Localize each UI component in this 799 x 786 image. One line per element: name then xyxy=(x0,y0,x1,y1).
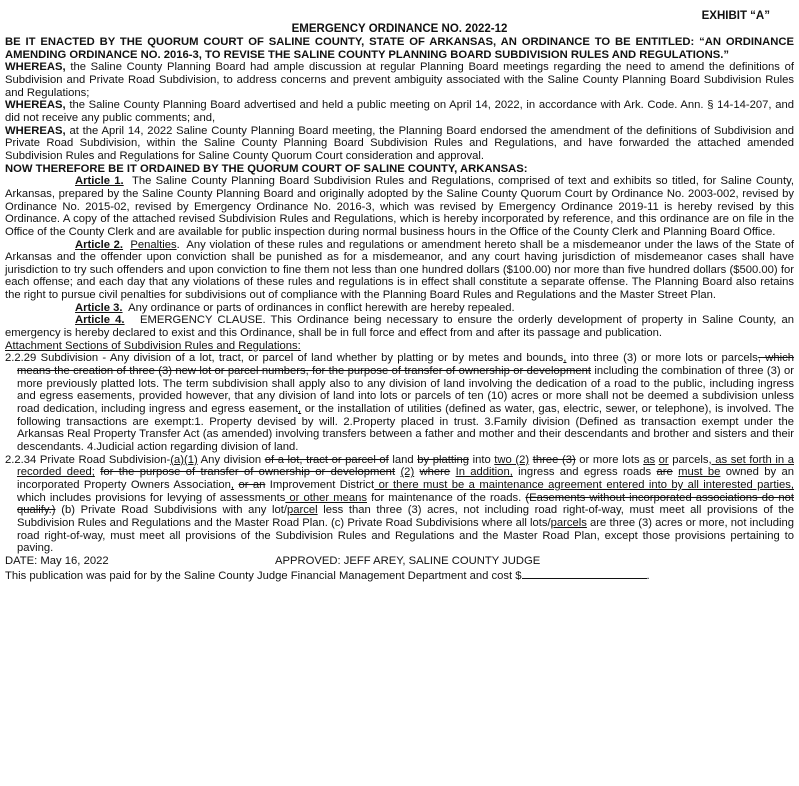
article-3-label: Article 3. xyxy=(75,301,123,314)
s234-text-d: into xyxy=(468,453,495,466)
whereas-2 xyxy=(5,99,794,124)
article-2-label: Article 2. xyxy=(75,238,124,251)
cost-blank-line xyxy=(522,568,647,579)
s234-text-n: Improvement District xyxy=(265,478,375,491)
whereas-label: WHEREAS, xyxy=(5,124,66,137)
whereas-3-text: at the April 14, 2022 Saline County Planning Board meeting, the Planning Board endorsed the amendment of the definitions of Subdivision and Private Road Subdivision, within the Saline County Planning Board Subdivision Rules and Regulations, and have forwarded the attached amended Subdivision Rules and Regulations for Saline County Quorum Court consideration and approval. xyxy=(5,124,794,162)
ordinance-title: EMERGENCY ORDINANCE NO. 2022-12 xyxy=(291,23,508,35)
article-4-label: Article 4. xyxy=(75,314,125,327)
s234-inserted-deed: , as set forth in a recorded deed; xyxy=(17,453,794,479)
whereas-label: WHEREAS, xyxy=(5,99,66,112)
s234-inserted-2: (2) xyxy=(400,466,415,479)
s229-comma-2: , xyxy=(298,403,302,416)
s234-deleted-2: by platting xyxy=(417,453,469,466)
s234-text-g: parcels xyxy=(668,453,709,466)
article-4-text: EMERGENCY CLAUSE. This Ordinance being necessary to ensure the orderly development of property in Saline County, an emergency is hereby declared to exist and this Ordinance, shall be in full force and effect from and after its passage and publication. xyxy=(5,314,794,340)
s234-inserted-in-addition: In addition, xyxy=(455,466,513,479)
s234-text-r: less than three (3) acres, not including road right-of-way, must meet all provisions of the Subdivision Rules and Regulations and the Master Road Plan. (c) Private Road Subdivisions where all lots/ xyxy=(17,504,794,529)
s234-deleted-3: three (3) xyxy=(532,453,576,466)
date-approval-row xyxy=(5,555,794,568)
approved-by: APPROVED: JEFF AREY, SALINE COUNTY JUDGE xyxy=(275,554,541,567)
s234-a1: (a)(1) xyxy=(170,453,198,466)
whereas-1 xyxy=(5,61,794,99)
section-2-2-34 xyxy=(5,454,794,555)
whereas-2-text: the Saline County Planning Board advertised and held a public meeting on April 14, 2022, in accordance with Ark. Code. Ann. § 14-14-207, and did not receive any public comments; and, xyxy=(5,99,794,124)
s234-text-a: 2.2.34 Private Road Subdivision- xyxy=(5,453,171,466)
publication-period: . xyxy=(646,569,650,582)
article-1 xyxy=(5,175,794,238)
s229-text-c: including the combination of three (3) or more previously platted lots. The term subdivision shall apply also to any division of land involving the dedication of a road to the public, including ingress and egress easements, provided however, that any division of land into lots or parcels of ten (10) acres or more shall not be deemed a subdivision unless road dedication, including ingress and egress easement xyxy=(17,365,794,416)
s229-deleted-text: , which means the creation of three (3) new lot or parcel numbers, for the purpose of transfer of ownership or development xyxy=(17,352,795,378)
s234-deleted-1: of a lot, tract or parcel of xyxy=(264,453,389,466)
article-4 xyxy=(5,314,794,339)
article-2-heading: Penalties xyxy=(130,238,177,251)
whereas-3 xyxy=(5,125,794,163)
s234-inserted-must-be: must be xyxy=(678,466,721,479)
s234-inserted-as: as xyxy=(643,453,656,466)
s234-deleted-4: for the purpose of transfer of ownership or development xyxy=(100,466,396,479)
ordinance-document xyxy=(5,10,794,582)
s234-inserted-or: or xyxy=(658,453,669,466)
exhibit-label: EXHIBIT “A” xyxy=(701,10,770,22)
publication-text: This publication was paid for by the Saline County Judge Financial Management Department and cost $ xyxy=(5,569,522,582)
enacting-clause: BE IT ENACTED BY THE QUORUM COURT OF SALINE COUNTY, STATE OF ARKANSAS, AN ORDINANCE TO BE ENTITLED: “AN ORDINANCE AMENDING ORDINANCE NO. 2016-3, TO REVISE THE SALINE COUNTY PLANNING BOARD SUBDIVISION RULES AND REGULATIONS.” xyxy=(5,36,794,61)
publication-note xyxy=(5,568,794,583)
s234-deleted-6: are xyxy=(656,466,673,479)
whereas-label: WHEREAS, xyxy=(5,61,66,74)
ordained-clause: NOW THEREFORE BE IT ORDAINED BY THE QUORUM COURT OF SALINE COUNTY, ARKANSAS: xyxy=(5,162,528,175)
s234-text-o: which includes provisions for levying of assessments xyxy=(17,491,286,504)
s234-inserted-two: two (2) xyxy=(494,453,530,466)
s234-text-e: or more lots xyxy=(575,453,644,466)
s234-deleted-8: (Easements without incorporated associations do not qualify.) xyxy=(17,491,794,517)
s234-inserted-maintenance: or there must be a maintenance agreement entered into by all interested parties, xyxy=(374,478,794,491)
article-3 xyxy=(5,302,794,315)
article-1-text: The Saline County Planning Board Subdivision Rules and Regulations, comprised of text and exhibits so titled, for Saline County, Arkansas, prepared by the Saline County Planning Board and originally adopted by the Saline County Quorum Court by Ordinance No. 2003-002, revised by Ordinance No. 2015-02, revised by Emergency Ordinance No. 2016-3, which was revised by Emergency Ordinance 2019-11 is hereby revised by this Ordinance. A copy of the attached revised Subdivision Rules and Regulations, which is hereby incorporated by reference, and this ordinance are on file in the Office of the County Clerk and are available for public inspection during normal business hours in the Office of the County Clerk and Planning Board Office. xyxy=(5,175,794,238)
section-2-2-29 xyxy=(5,352,794,453)
s229-text-d: or the installation of utilities (defined as water, gas, electric, sewer, or telephone), is involved. The following transactions are exempt:1. Property devised by will. 2.Property placed in trust. 3.Family division (Defined as transaction exempt under the Arkansas Real Property Transfer Act (as amended) involving transfers between a father and mother and their descendants and brother and sisters and their descendants. 4.Judicial action regarding division of land. xyxy=(17,403,794,453)
s234-text-q: (b) Private Road Subdivisions with any lot/ xyxy=(55,504,287,517)
s234-inserted-other-means: or other means xyxy=(285,491,367,504)
article-3-text: Any ordinance or parts of ordinances in conflict herewith are hereby repealed. xyxy=(128,301,515,314)
attachment-heading: Attachment Sections of Subdivision Rules and Regulations: xyxy=(5,339,301,352)
s229-text-b: into three (3) or more lots or parcels xyxy=(566,352,758,365)
s229-text-a: 2.2.29 Subdivision - Any division of a lot, tract, or parcel of land whether by platting or by metes and bounds xyxy=(5,352,564,365)
s229-comma: , xyxy=(563,352,567,365)
s234-text-p: for maintenance of the roads. xyxy=(367,491,526,504)
article-1-label: Article 1. xyxy=(75,175,124,188)
s234-text-b: Any division xyxy=(197,453,265,466)
s234-deleted-7: or an xyxy=(238,478,266,491)
whereas-1-text: the Saline County Planning Board had ample discussion at regular Planning Board meetings regarding the need to amend the definitions of Subdivision and Private Road Subdivision, to address concerns and prevent ambiguity associated with the Saline County Planning Board Subdivision Rules and Regulations; xyxy=(5,61,794,99)
s234-deleted-5: where xyxy=(419,466,451,479)
s234-text-c: land xyxy=(388,453,418,466)
s234-inserted-parcels: parcels xyxy=(550,516,587,529)
article-2: Article 2. Penalties. Any violation of these rules and regulations or amendment hereto shall be a misdemeanor under the laws of the State of Arkansas and the offender upon conviction shall be punished as for a misdemeanor, and any court having jurisdiction of misdemeanor cases shall have jurisdiction to try such offenders and upon conviction to fine them not less than one hundred dollars ($100.00) nor more than five hundred dollars ($500.00) for each offense; and each day that any violations of these rules and regulations is in effect shall constitute a separate offense. The Planning Board also retains the right to pursue civil penalties for subdivisions out of compliance with the Planning Board Rules and Regulations and the Master Street Plan. xyxy=(5,238,794,302)
s234-text-s: are three (3) acres or more, not including road right-of-way, must meet all provisions of the Subdivision Rules and Regulations and the Master Road Plan, except those provisions pertaining to paving. xyxy=(17,516,794,555)
article-2-text: Any violation of these rules and regulations or amendment hereto shall be a misdemeanor under the laws of the State of Arkansas and the offender upon conviction shall be punished as for a misdemeanor, and any court having jurisdiction of misdemeanor cases shall have jurisdiction to try such offenders and upon conviction to fine them not less than one hundred dollars ($100.00) nor more than five hundred dollars ($500.00) for each offense; and each day that any violations of these rules and regulations is in effect shall constitute a separate offense. The Planning Board also retains the right to pursue civil penalties for subdivisions out of compliance with the Planning Board Rules and Regulations and the Master Street Plan. xyxy=(5,238,794,302)
ordinance-date: DATE: May 16, 2022 xyxy=(5,554,109,567)
s234-text-l: owned by an incorporated Property Owners Association xyxy=(17,466,794,491)
s234-text-j: ingress and egress roads xyxy=(512,466,657,479)
s234-inserted-parcel: parcel xyxy=(286,504,318,517)
s234-comma: , xyxy=(230,478,235,491)
